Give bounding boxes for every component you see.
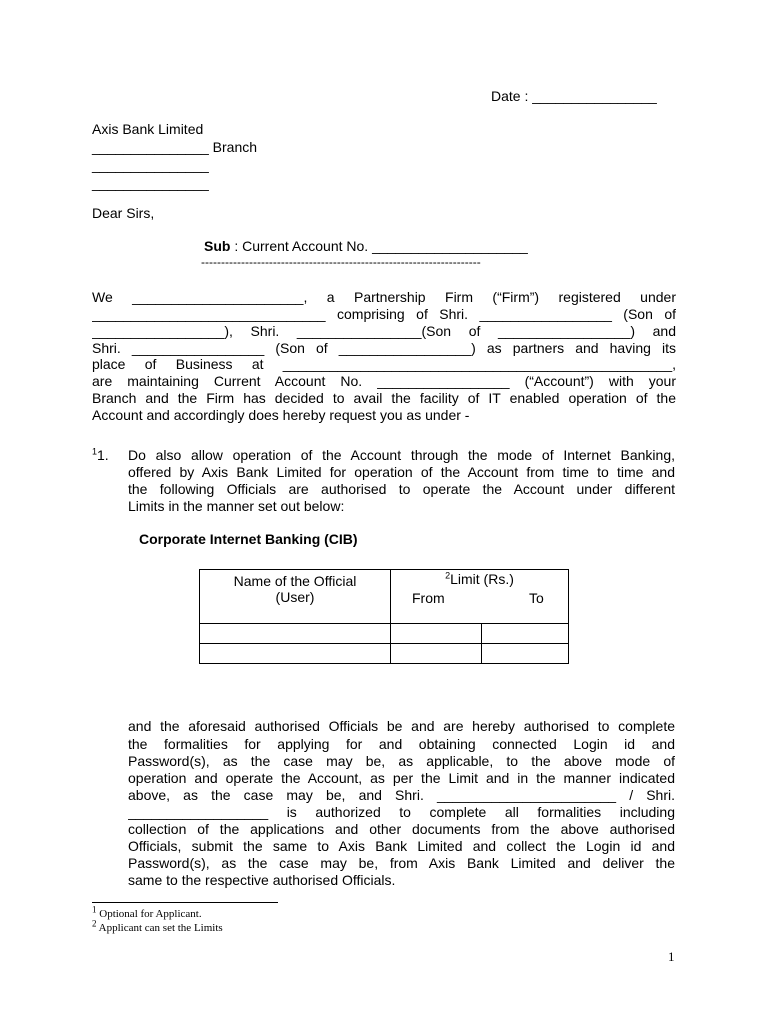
from-header: From — [412, 590, 445, 606]
official-name-cell[interactable] — [200, 624, 391, 644]
closing-line: Officials, submit the same to Axis Bank Limited and collect the Login id and — [128, 838, 675, 854]
item-1-line: Do also allow operation of the Account through the mode of Internet Banking, — [128, 447, 675, 463]
intro-line: place of Business at __________________________________________________, — [92, 356, 676, 372]
footnote-ref-2: 2 — [445, 570, 451, 581]
item-1-line: the following Officials are authorised to operate the Account under different — [128, 481, 675, 497]
intro-line: Account and accordingly does hereby request you as under - — [92, 407, 470, 423]
date-line: Date : ________________ — [491, 88, 657, 104]
footnote-2: $^2$ Applicant can set the Limits — [92, 918, 223, 934]
closing-line: Password(s), as the case may be, from Axis Bank Limited and deliver the — [128, 855, 675, 871]
intro-line: are maintaining Current Account No. _________________ (“Account”) with your — [92, 373, 676, 389]
limit-header: $^2$Limit (Rs.) — [445, 570, 514, 587]
branch-line: _______________ Branch — [92, 139, 258, 155]
limit-to-cell[interactable] — [482, 644, 569, 664]
closing-line: __________________ is authorized to complete all formalities including — [128, 804, 675, 820]
page-number: 1 — [668, 949, 675, 964]
subject-text: : Current Account No. ____________________ — [230, 238, 528, 254]
limit-from-cell[interactable] — [391, 644, 482, 664]
intro-line: _________________), Shri. ________________(Son of _________________) and — [92, 323, 676, 339]
limit-from-cell[interactable] — [391, 624, 482, 644]
official-header-cell — [200, 570, 391, 624]
intro-line: ______________________________ comprising of Shri. _________________ (Son of — [92, 306, 676, 322]
subject-label: Sub — [204, 238, 231, 254]
item-1-number: $^1$1. — [92, 446, 109, 463]
address-line-2: _______________ — [92, 157, 209, 173]
intro-line: Branch and the Firm has decided to avail the facility of IT enabled operation of the — [92, 390, 676, 406]
closing-line: same to the respective authorised Officials. — [128, 872, 396, 888]
cib-table — [199, 569, 569, 664]
table-row — [200, 624, 569, 644]
subject-line — [204, 238, 528, 254]
table-row — [200, 644, 569, 664]
intro-line: We ______________________, a Partnership Firm (“Firm”) registered under — [92, 289, 676, 305]
table-header-row — [200, 570, 569, 624]
to-header: To — [529, 590, 544, 606]
cib-heading: Corporate Internet Banking (CIB) — [139, 531, 358, 547]
intro-line: Shri. _________________ (Son of _________________) as partners and having its — [92, 340, 676, 356]
address-line-3: _______________ — [92, 175, 209, 191]
closing-line: and the aforesaid authorised Officials be and are hereby authorised to complete — [128, 718, 675, 734]
footnote-divider — [92, 902, 278, 903]
official-header-line-2: (User) — [275, 589, 315, 605]
closing-line: Password(s), as the case may be, as applicable, to the above mode of — [128, 753, 675, 769]
official-header-line-1: Name of the Official — [233, 573, 357, 589]
limit-header-cell — [391, 570, 569, 624]
subject-underline: ---------------------------------------------------------------------- — [201, 255, 481, 269]
closing-line: above, as the case may be, and Shri. _______________________ / Shri. — [128, 787, 675, 803]
item-1-line: Limits in the manner set out below: — [128, 498, 345, 514]
closing-line: the formalities for applying for and obtaining connected Login id and — [128, 736, 675, 752]
footnote-1: $^1$ Optional for Applicant. — [92, 904, 202, 920]
salutation: Dear Sirs, — [92, 205, 155, 221]
official-name-cell[interactable] — [200, 644, 391, 664]
closing-line: operation and operate the Account, as per the Limit and in the manner indicated — [128, 770, 675, 786]
footnote-ref-1: 1 — [92, 446, 98, 457]
item-1-line: offered by Axis Bank Limited for operation of the Account from time to time and — [128, 464, 675, 480]
limit-to-cell[interactable] — [482, 624, 569, 644]
bank-name: Axis Bank Limited — [92, 121, 204, 137]
closing-line: collection of the applications and other documents from the above authorised — [128, 821, 675, 837]
